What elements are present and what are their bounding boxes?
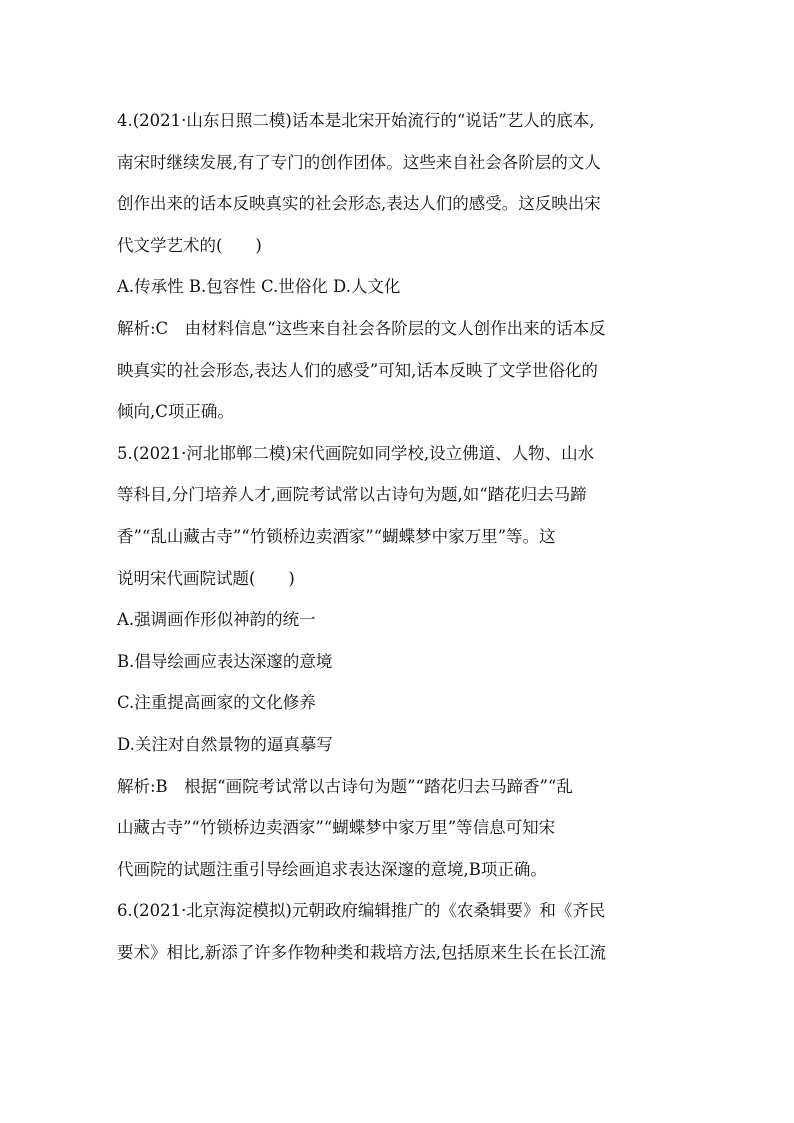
q5-analysis-line-2: 山藏古寺”“竹锁桥边卖酒家”“蝴蝶梦中家万里”等信息可知宋 bbox=[117, 818, 556, 838]
q5-option-d: D.关注对自然景物的逼真摹写 bbox=[117, 734, 333, 754]
q5-stem-line-3: 香”“乱山藏古寺”“竹锁桥边卖酒家”“蝴蝶梦中家万里”等。这 bbox=[117, 526, 556, 546]
document-page bbox=[117, 100, 679, 973]
q4-stem-line-3: 创作出来的话本反映真实的社会形态,表达人们的感受。这反映出宋 bbox=[117, 194, 601, 214]
q5-option-a: A.强调画作形似神韵的统一 bbox=[117, 610, 316, 630]
q5-analysis-line-1: 解析:B 根据“画院考试常以古诗句为题”“踏花归去马蹄香”“乱 bbox=[117, 776, 573, 796]
q5-stem-line-1: 5.(2021·河北邯郸二模)宋代画院如同学校,设立佛道、人物、山水 bbox=[117, 443, 595, 463]
q4-analysis-line-2: 映真实的社会形态,表达人们的感受”可知,话本反映了文学世俗化的 bbox=[117, 360, 598, 380]
q4-options: A.传承性 B.包容性 C.世俗化 D.人文化 bbox=[117, 277, 401, 297]
q6-stem-line-1: 6.(2021·北京海淀模拟)元朝政府编辑推广的《农桑辑要》和《齐民 bbox=[117, 901, 606, 921]
q5-stem-line-2: 等科目,分门培养人才,画院考试常以古诗句为题,如“踏花归去马蹄 bbox=[117, 485, 587, 505]
q5-stem-line-4: 说明宋代画院试题( ) bbox=[117, 568, 295, 588]
q6-stem-line-2: 要术》相比,新添了许多作物种类和栽培方法,包括原来生长在长江流 bbox=[117, 942, 606, 962]
q5-option-c: C.注重提高画家的文化修养 bbox=[117, 693, 316, 713]
q4-stem-line-4: 代文学艺术的( ) bbox=[117, 235, 262, 255]
q5-option-b: B.倡导绘画应表达深邃的意境 bbox=[117, 651, 333, 671]
q5-analysis-line-3: 代画院的试题注重引导绘画追求表达深邃的意境,B项正确。 bbox=[117, 859, 547, 879]
q4-analysis-line-3: 倾向,C项正确。 bbox=[117, 402, 234, 422]
q4-analysis-line-1: 解析:C 由材料信息“这些来自社会各阶层的文人创作出来的话本反 bbox=[117, 318, 606, 338]
q4-stem-line-2: 南宋时继续发展,有了专门的创作团体。这些来自社会各阶层的文人 bbox=[117, 152, 601, 172]
q4-stem-line-1: 4.(2021·山东日照二模)话本是北宋开始流行的“说话”艺人的底本, bbox=[117, 111, 595, 130]
